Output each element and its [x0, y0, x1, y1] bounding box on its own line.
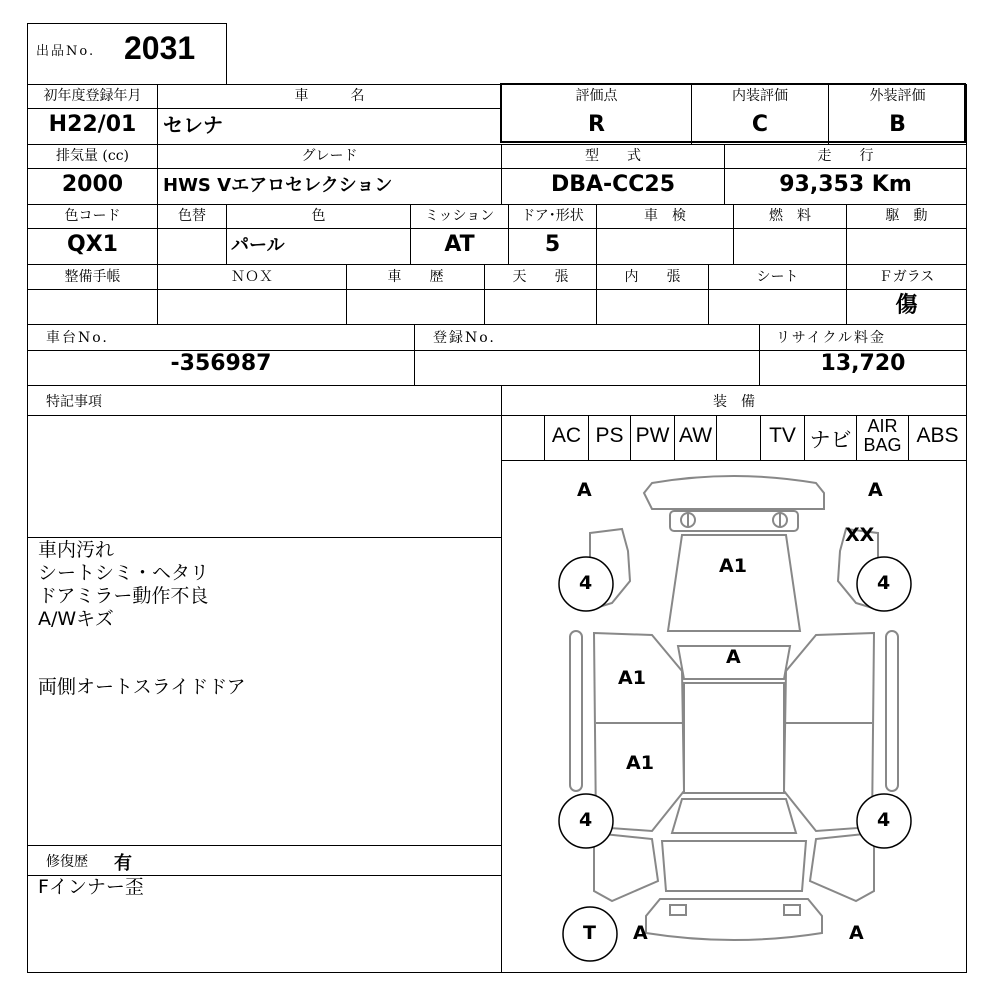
equipment-pw: PW: [635, 424, 670, 447]
damage-rear-right: A: [849, 922, 864, 944]
maintenance-record-label: 整備手帳: [64, 269, 121, 285]
grade-label: グレード: [301, 148, 358, 164]
seat-label: シート: [756, 269, 799, 285]
equipment-label: 装 備: [713, 394, 755, 410]
color-code-value: QX1: [67, 232, 118, 257]
tire-rear-right: 4: [877, 809, 891, 831]
registration-number-label: 登録No.: [433, 330, 496, 346]
recycle-fee-label: リサイクル料金: [776, 330, 887, 346]
repair-history-label: 修復歴: [46, 854, 88, 870]
repair-history-value: 有: [114, 853, 132, 874]
first-registration-value: H22/01: [48, 112, 137, 137]
equipment-navi: ナビ: [809, 429, 852, 452]
right-body-shape: [784, 633, 874, 831]
note-line: ドアミラー動作不良: [38, 585, 209, 607]
sunroof-label: 天 張: [512, 269, 569, 285]
fuel-label: 燃 料: [769, 208, 811, 224]
damage-front-left: A: [577, 479, 592, 501]
rear-window-shape: [672, 799, 796, 833]
displacement-value: 2000: [61, 172, 124, 197]
inspection-label: 車 検: [644, 208, 686, 224]
exterior-grade-value: B: [889, 112, 906, 137]
tire-front-left: 4: [579, 572, 593, 594]
interior-grade-value: C: [751, 112, 769, 137]
model-value: DBA-CC25: [550, 172, 676, 197]
note-line: A/Wキズ: [38, 608, 114, 630]
damage-rear-left: A: [633, 922, 648, 944]
roof-shape: [684, 683, 784, 793]
equipment-tv: TV: [769, 424, 796, 447]
mileage-value: 93,353 Km: [779, 172, 912, 197]
equipment-airbag: AIR BAG: [863, 416, 902, 455]
exterior-grade-label: 外装評価: [869, 88, 926, 104]
interior-grade-label: 内装評価: [732, 88, 788, 104]
chassis-number-label: 車台No.: [46, 330, 109, 346]
doors-value: 5: [544, 232, 561, 257]
equipment-abs: ABS: [916, 424, 959, 447]
car-name-value: セレナ: [163, 113, 223, 137]
windshield-shape: [668, 535, 800, 631]
car-diagram: [502, 461, 966, 972]
doors-label: ドア･形状: [521, 208, 584, 224]
score-label: 評価点: [575, 88, 618, 104]
tire-front-right: 4: [877, 572, 891, 594]
tailgate-shape: [662, 841, 806, 891]
recycle-fee-value: 13,720: [820, 351, 906, 376]
grade-value: HWS Vエアロセレクション: [163, 175, 393, 196]
color-change-label: 色替: [178, 208, 206, 224]
transmission-value: AT: [444, 232, 475, 257]
damage-front-right: A: [868, 479, 883, 501]
damage-left-rear-door: A1: [626, 752, 654, 774]
nox-label: ＮＯＸ: [231, 269, 273, 285]
equipment-ac: AC: [551, 424, 582, 447]
note-line: 両側オートスライドドア: [38, 676, 246, 698]
note-line: シートシミ・ヘタリ: [38, 562, 210, 584]
interior-ceiling-label: 内 張: [624, 269, 681, 285]
car-name-label: 車 名: [294, 88, 365, 104]
model-label: 型 式: [585, 148, 641, 164]
equipment-aw: AW: [678, 424, 713, 447]
color-code-label: 色コード: [64, 208, 121, 224]
damage-windshield: A1: [719, 555, 747, 577]
damage-roof-front: A: [726, 646, 741, 668]
front-bumper-shape: [644, 476, 824, 509]
tire-spare: T: [583, 922, 596, 944]
equipment-ps: PS: [595, 424, 624, 447]
color-label: 色: [311, 208, 326, 224]
damage-right-fender: XX: [845, 524, 875, 546]
first-registration-label: 初年度登録年月: [43, 88, 142, 104]
chassis-number-value: -356987: [170, 351, 272, 376]
lot-number-value: 2031: [124, 30, 196, 66]
tire-rear-left: 4: [579, 809, 593, 831]
color-value: パール: [231, 235, 285, 256]
drive-label: 駆 動: [885, 208, 928, 224]
front-glass-value: 傷: [895, 293, 918, 318]
special-notes-label: 特記事項: [46, 394, 102, 410]
note-line: 車内汚れ: [38, 539, 115, 561]
front-glass-label: Ｆガラス: [878, 269, 935, 285]
displacement-label: 排気量 (cc): [55, 148, 130, 164]
mileage-label: 走 行: [817, 148, 874, 164]
transmission-label: ミッション: [424, 208, 495, 224]
vehicle-history-label: 車 歴: [387, 269, 444, 285]
repair-note-line: Fインナー歪: [38, 876, 144, 898]
lot-number-label: 出品No.: [36, 44, 96, 59]
damage-left-front-door: A1: [618, 667, 646, 689]
score-value: R: [588, 112, 605, 137]
left-body-shape: [594, 633, 684, 831]
